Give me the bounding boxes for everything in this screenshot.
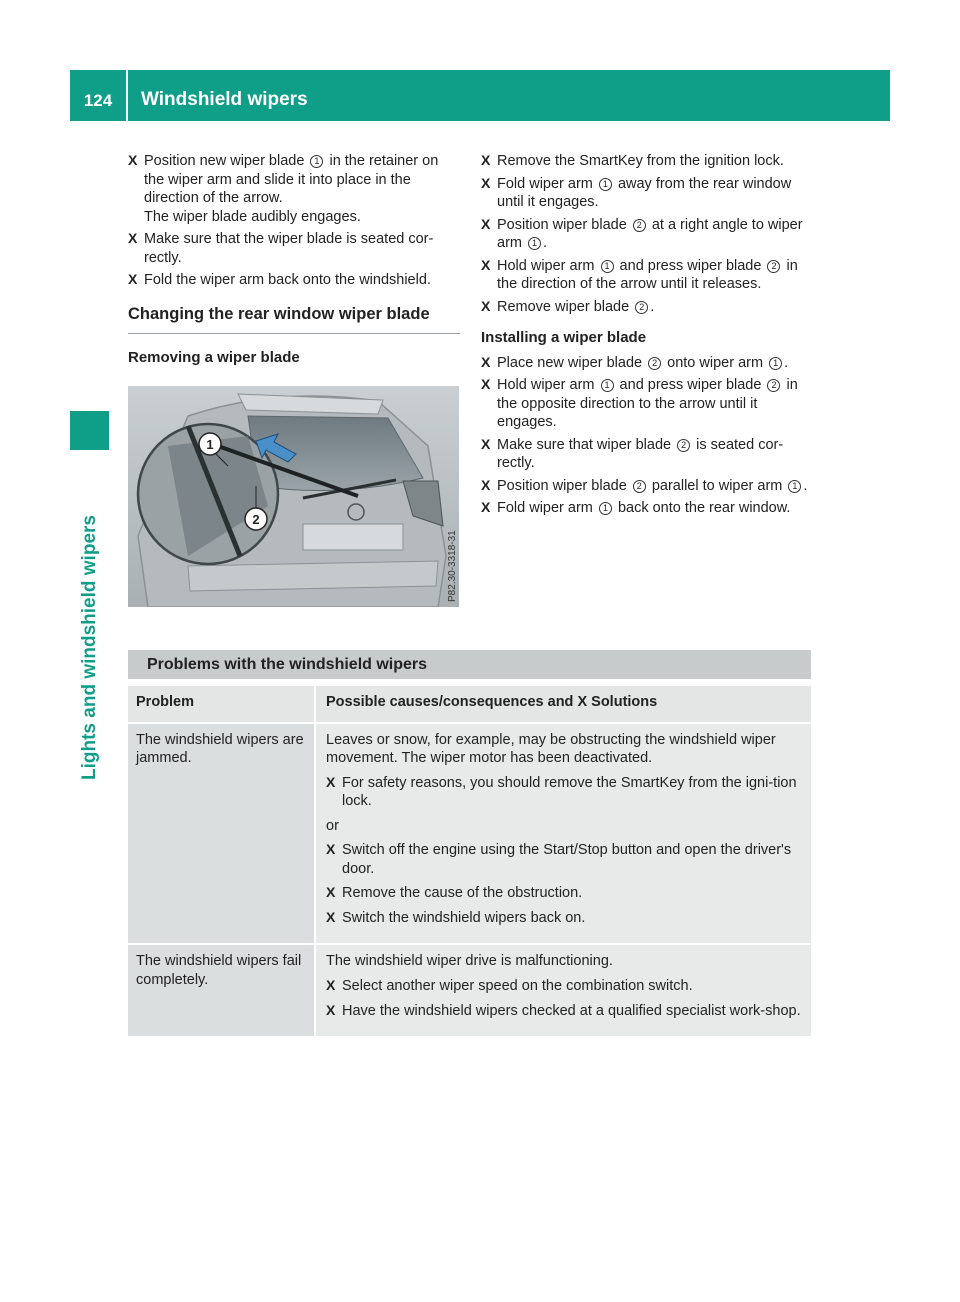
cause-text: Leaves or snow, for example, may be obstructing the windshield wiper movement. The wiper motor has been deactivated. — [326, 731, 776, 767]
step-text: Select another wiper speed on the combination switch. — [342, 978, 693, 995]
instruction-step — [128, 152, 460, 226]
instruction-step — [326, 841, 803, 878]
left-column — [128, 152, 460, 373]
step-text: in the opposite direction to the arrow until it engages. — [497, 377, 798, 431]
instruction-step — [481, 257, 813, 294]
callout-1-icon: 1 — [788, 480, 801, 493]
step-text: Position wiper blade — [497, 477, 631, 494]
step-text: in the direction of the arrow until it releases. — [497, 257, 798, 293]
step-marker-icon: X — [326, 884, 336, 901]
step-text: is seated cor-rectly. — [497, 436, 784, 472]
header-solutions-text: Solutions — [587, 694, 658, 710]
step-text: at a right angle to wiper arm — [497, 216, 803, 252]
callout-1-icon: 1 — [599, 502, 612, 515]
callout-1-label: 1 — [206, 437, 214, 452]
instruction-step — [326, 884, 803, 903]
step-text: and press wiper blade — [615, 257, 766, 274]
step-marker-icon: X — [326, 773, 336, 790]
page-number: 124 — [83, 91, 113, 110]
instruction-step — [326, 774, 803, 811]
step-text: . — [650, 298, 655, 315]
solution-cell — [316, 945, 811, 1036]
problem-cell: The windshield wipers are jammed. — [128, 724, 314, 944]
instruction-step — [481, 216, 813, 253]
instruction-step — [481, 477, 813, 496]
step-text: Fold the wiper arm back onto the windshield. — [144, 272, 431, 289]
step-marker-icon: X — [128, 271, 138, 288]
right-column — [481, 152, 813, 522]
step-marker-icon: X — [481, 174, 491, 191]
callout-1-icon: 1 — [601, 260, 614, 273]
step-text: and press wiper blade — [615, 377, 766, 394]
table-title: Problems with the windshield wipers — [147, 656, 428, 673]
step-text: Make sure that wiper blade — [497, 436, 676, 453]
step-text: Hold wiper arm — [497, 257, 599, 274]
callout-1-icon: 1 — [528, 237, 541, 250]
step-marker-icon: X — [326, 908, 336, 925]
problems-table — [128, 686, 811, 1036]
rear-bumper — [188, 561, 438, 591]
instruction-step — [481, 175, 813, 212]
callout-2-icon: 2 — [633, 480, 646, 493]
instruction-step — [481, 298, 813, 317]
table-header-row — [128, 686, 811, 722]
step-marker-icon: X — [481, 435, 491, 452]
callout-2-icon: 2 — [648, 357, 661, 370]
instruction-step — [326, 1002, 803, 1021]
step-text: For safety reasons, you should remove the SmartKey from the igni-tion lock. — [342, 774, 797, 810]
callout-2-label: 2 — [252, 512, 260, 527]
rear-wiper-figure-svg — [128, 386, 459, 607]
section-heading: Changing the rear window wiper blade — [128, 304, 460, 334]
step-marker-icon: X — [481, 476, 491, 493]
step-text: back onto the rear window. — [613, 500, 791, 517]
instruction-step — [128, 230, 460, 267]
step-marker-icon: X — [481, 152, 491, 168]
step-text: Place new wiper blade — [497, 354, 647, 371]
step-text: Switch off the engine using the Start/Stop button and open the driver's door. — [342, 842, 792, 877]
callout-2-icon: 2 — [767, 260, 780, 273]
wiper-illustration — [128, 386, 459, 607]
cause-text: The windshield wiper drive is malfunctioning. — [326, 953, 613, 970]
step-marker-icon: X — [481, 499, 491, 516]
header-solutions-text: Possible causes/consequences and — [326, 694, 578, 710]
step-marker-icon: X — [128, 230, 138, 247]
problem-cell: The windshield wipers fail completely. — [128, 945, 314, 1036]
or-text: or — [326, 817, 339, 834]
callout-1-icon: 1 — [310, 155, 323, 168]
step-text: . — [543, 235, 548, 252]
step-text: Fold wiper arm — [497, 175, 597, 192]
step-marker-icon: X — [577, 694, 588, 710]
header-solutions — [316, 686, 811, 722]
callout-1-icon: 1 — [599, 178, 612, 191]
step-text: . — [784, 354, 789, 371]
step-text: . — [803, 477, 808, 494]
step-marker-icon: X — [481, 256, 491, 273]
instruction-step — [326, 977, 803, 996]
step-text: Remove wiper blade — [497, 298, 634, 315]
callout-2-icon: 2 — [633, 219, 646, 232]
step-text: Hold wiper arm — [497, 377, 599, 394]
instruction-step — [481, 354, 813, 373]
step-text: Remove the SmartKey from the ignition lock. — [497, 153, 784, 169]
callout-2-icon: 2 — [767, 379, 780, 392]
step-text: onto wiper arm — [663, 354, 768, 371]
instruction-step — [481, 499, 813, 518]
subheading-installing: Installing a wiper blade — [481, 329, 647, 347]
step-marker-icon: X — [481, 297, 491, 314]
step-marker-icon: X — [481, 215, 491, 232]
chapter-side-label: Lights and windshield wipers — [79, 515, 100, 780]
instruction-step — [128, 271, 460, 290]
step-marker-icon: X — [481, 376, 491, 393]
page-title: Windshield wipers — [141, 89, 308, 110]
figure-code: P82.30-3318-31 — [447, 530, 458, 602]
step-marker-icon: X — [128, 152, 138, 168]
step-text: Position wiper blade — [497, 216, 631, 233]
header-divider — [126, 70, 128, 121]
chapter-tab-marker — [70, 411, 109, 450]
step-text: Remove the cause of the obstruction. — [342, 885, 583, 902]
remove-steps-list — [481, 152, 813, 316]
header-problem: Problem — [128, 686, 314, 722]
instruction-step — [326, 909, 803, 928]
instruction-step — [481, 152, 813, 171]
step-marker-icon: X — [326, 977, 336, 994]
step-text: Make sure that the wiper blade is seated cor-rectly. — [144, 231, 434, 266]
callout-2-icon: 2 — [635, 301, 648, 314]
table-row — [128, 945, 811, 1036]
subheading-removing: Removing a wiper blade — [128, 348, 300, 366]
solution-cell — [316, 724, 811, 944]
license-plate — [303, 524, 403, 550]
step-text: parallel to wiper arm — [647, 477, 787, 494]
table-row — [128, 724, 811, 944]
callout-1-icon: 1 — [769, 357, 782, 370]
step-text: in the retainer on the wiper arm and slide it into place in the direction of the arrow. — [144, 153, 439, 207]
instruction-step — [481, 436, 813, 473]
instruction-step — [481, 376, 813, 432]
step-note: The wiper blade audibly engages. — [144, 208, 361, 225]
step-marker-icon: X — [326, 1001, 336, 1018]
step-text: Fold wiper arm — [497, 500, 597, 517]
install-steps-list — [481, 354, 813, 518]
step-text: Have the windshield wipers checked at a qualified specialist work-shop. — [342, 1002, 801, 1019]
step-marker-icon: X — [326, 841, 336, 858]
callout-2-icon: 2 — [677, 439, 690, 452]
step-text: away from the rear window until it engages. — [497, 175, 792, 211]
step-text: Position new wiper blade — [144, 153, 309, 169]
callout-1-icon: 1 — [601, 379, 614, 392]
step-marker-icon: X — [481, 353, 491, 370]
step-text: Switch the windshield wipers back on. — [342, 909, 586, 926]
